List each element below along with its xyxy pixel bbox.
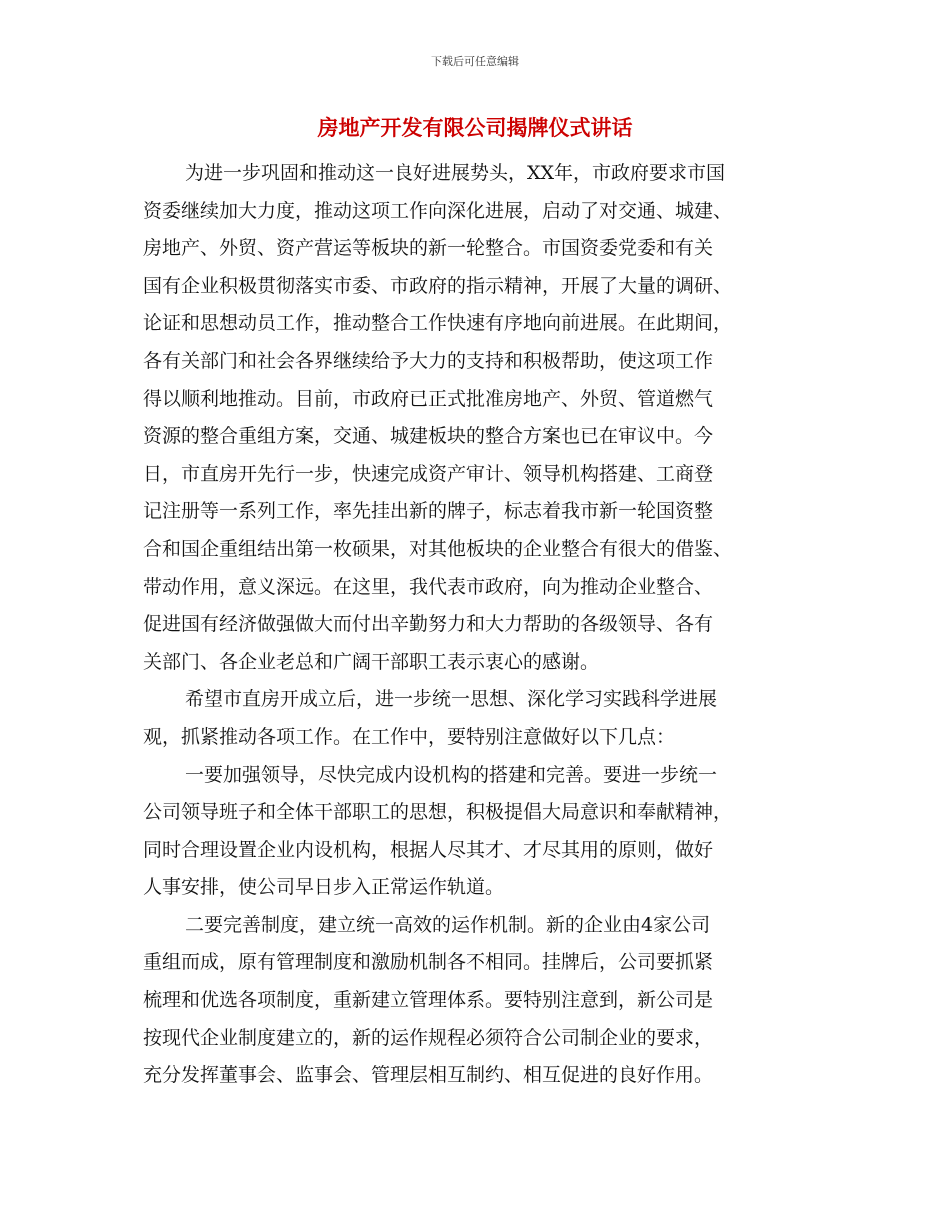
paragraph-line: 记注册等一系列工作，率先挂出新的牌子，标志着我市新一轮国资整 — [143, 500, 714, 523]
paragraph-line: 得以顺利地推动。目前，市政府已正式批准房地产、外贸、管道燃气 — [143, 387, 714, 410]
paragraph-line: 带动作用，意义深远。在这里，我代表市政府，向为推动企业整合、 — [143, 575, 714, 598]
paragraph-line: 资源的整合重组方案，交通、城建板块的整合方案也已在审议中。今 — [143, 425, 714, 448]
paragraph-1 — [143, 155, 803, 681]
paragraph-line: 重组而成，原有管理制度和激励机制各不相同。挂牌后，公司要抓紧 — [143, 951, 714, 974]
paragraph-line: 观，抓紧推动各项工作。在工作中，要特别注意做好以下几点： — [143, 725, 676, 748]
paragraph-line: 关部门、各企业老总和广阔干部职工表示衷心的感谢。 — [143, 650, 600, 673]
paragraph-line: 公司领导班子和全体干部职工的思想，积极提倡大局意识和奉献精神， — [143, 801, 733, 824]
paragraph-line: 希望市直房开成立后，进一步统一思想、深化学习实践科学进展 — [185, 688, 718, 711]
paragraph-line: 资委继续加大力度，推动这项工作向深化进展，启动了对交通、城建、 — [143, 199, 733, 222]
paragraph-line: 房地产、外贸、资产营运等板块的新一轮整合。市国资委党委和有关 — [143, 237, 714, 260]
paragraph-line: 梳理和优选各项制度，重新建立管理体系。要特别注意到，新公司是 — [143, 989, 714, 1012]
paragraph-3 — [143, 757, 803, 907]
paragraph-line: 论证和思想动员工作，推动整合工作快速有序地向前进展。在此期间， — [143, 312, 733, 335]
paragraph-line: 为进一步巩固和推动这一良好进展势头，XX年，市政府要求市国 — [185, 162, 726, 184]
paragraph-line: 促进国有经济做强做大而付出辛勤努力和大力帮助的各级领导、各有 — [143, 613, 714, 636]
paragraph-line: 二要完善制度，建立统一高效的运作机制。新的企业由4家公司 — [185, 913, 711, 936]
paragraph-line: 同时合理设置企业内设机构，根据人尽其才、才尽其用的原则，做好 — [143, 838, 714, 861]
paragraph-line: 国有企业积极贯彻落实市委、市政府的指示精神，开展了大量的调研、 — [143, 274, 733, 297]
paragraph-line: 一要加强领导，尽快完成内设机构的搭建和完善。要进一步统一 — [185, 763, 718, 786]
paragraph-line: 充分发挥董事会、监事会、管理层相互制约、相互促进的良好作用。 — [143, 1064, 714, 1087]
paragraph-line: 按现代企业制度建立的，新的运作规程必须符合公司制企业的要求， — [143, 1026, 714, 1049]
paragraph-line: 人事安排，使公司早日步入正常运作轨道。 — [143, 876, 505, 899]
paragraph-2 — [143, 681, 803, 756]
paragraph-line: 各有关部门和社会各界继续给予大力的支持和积极帮助，使这项工作 — [143, 349, 714, 372]
paragraph-line: 日，市直房开先行一步，快速完成资产审计、领导机构搭建、工商登 — [143, 462, 714, 485]
document-body — [143, 155, 803, 1095]
header-note: 下载后可任意编辑 — [431, 55, 519, 68]
paragraph-4 — [143, 907, 803, 1095]
document-title: 房地产开发有限公司揭牌仪式讲话 — [317, 115, 633, 140]
paragraph-line: 合和国企重组结出第一枚硕果，对其他板块的企业整合有很大的借鉴、 — [143, 537, 733, 560]
